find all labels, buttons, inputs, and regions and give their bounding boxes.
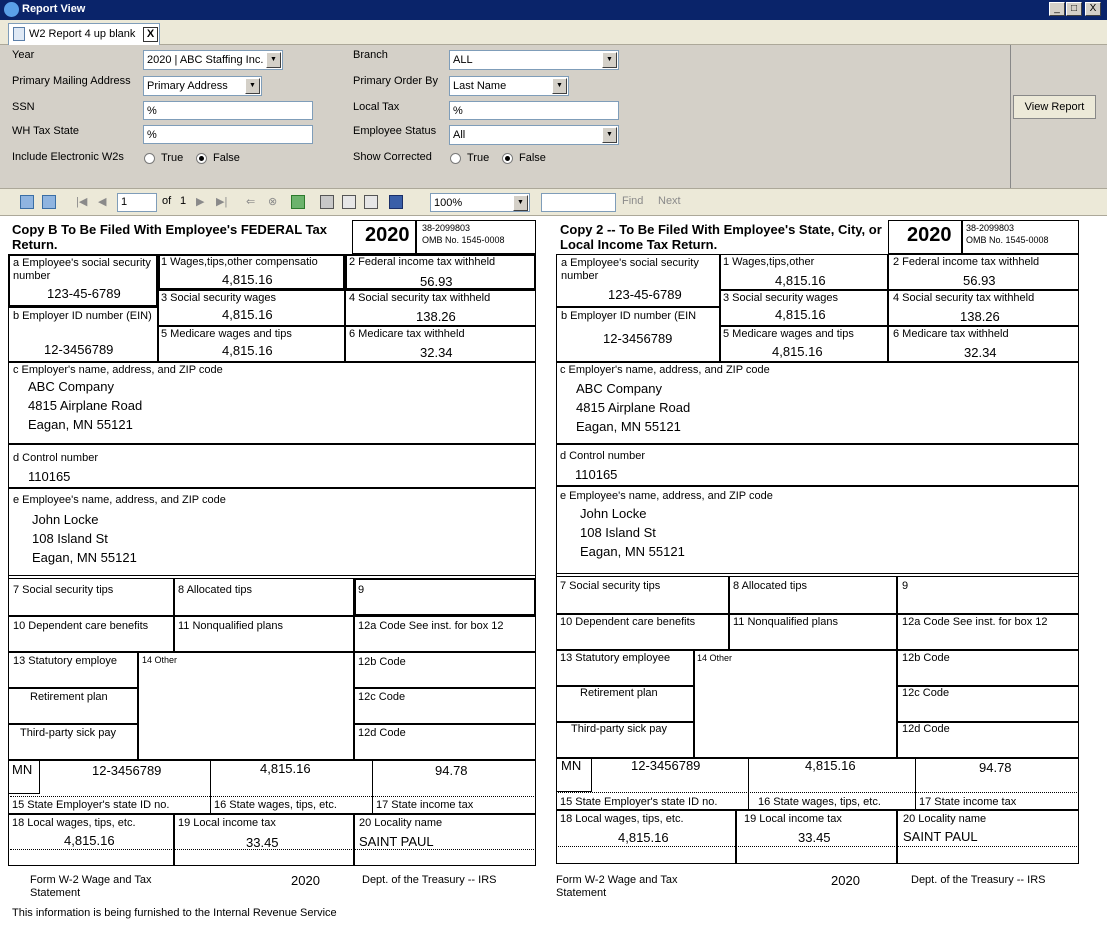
state-wages: 4,815.16: [260, 761, 311, 776]
tab-label: W2 Report 4 up blank: [29, 28, 136, 40]
box-12c-label: 12c Code: [902, 687, 950, 699]
chevron-down-icon: ▼: [602, 127, 617, 143]
report-toolbar: [0, 188, 1107, 216]
app-icon: [4, 2, 19, 17]
find-link[interactable]: Find: [622, 195, 644, 207]
dotted-divider: [558, 792, 1077, 793]
minimize-button[interactable]: _: [1049, 2, 1065, 16]
omb-code: 38-2099803: [966, 223, 1015, 233]
box-12d-label: 12d Code: [358, 727, 406, 739]
employee-city: Eagan, MN 55121: [580, 544, 685, 559]
box-5-label: 5 Medicare wages and tips: [161, 328, 292, 340]
box-16-label: 16 State wages, tips, etc.: [758, 796, 881, 808]
box-1-label: 1 Wages,tips,other compensatio: [161, 256, 318, 268]
whtax-label: WH Tax State: [12, 125, 80, 137]
box-a-label: a Employee's social security number: [13, 257, 151, 282]
box-6-value: 32.34: [420, 345, 453, 360]
employer-city: Eagan, MN 55121: [576, 419, 681, 434]
localtax-input[interactable]: %: [449, 101, 619, 120]
box-19-value: 33.45: [246, 835, 279, 850]
box-2-value: 56.93: [420, 274, 453, 289]
box-15-label: 15 State Employer's state ID no.: [560, 796, 718, 808]
corrected-true-radio[interactable]: [450, 153, 461, 164]
window-titlebar: [0, 0, 1107, 20]
box-12a-label: 12a Code See inst. for box 12: [358, 620, 504, 632]
ein-value: 12-3456789: [603, 331, 673, 346]
box-4-value: 138.26: [416, 309, 456, 324]
box-2-value: 56.93: [963, 273, 996, 288]
box-20-label: 20 Locality name: [359, 817, 443, 829]
state-id: 12-3456789: [92, 763, 162, 778]
box-6-label: 6 Medicare tax withheld: [893, 328, 1009, 340]
electronic-true-label: True: [161, 152, 184, 164]
box-17-label: 17 State income tax: [376, 799, 474, 811]
zoom-value: 100%: [434, 197, 463, 209]
retirement-label: Retirement plan: [580, 687, 658, 699]
form-footer-year: 2020: [831, 873, 860, 888]
box-e-label: e Employee's name, address, and ZIP code: [560, 490, 773, 502]
ein-value: 12-3456789: [44, 342, 114, 357]
chevron-down-icon: ▼: [552, 78, 567, 94]
box-20-value: SAINT PAUL: [359, 834, 434, 849]
order-value: Last Name: [453, 80, 507, 92]
box-20-value: SAINT PAUL: [903, 829, 978, 844]
box-14: [138, 652, 354, 760]
box-9: [897, 576, 1079, 614]
tab-w2-report[interactable]: [8, 23, 160, 45]
localtax-label: Local Tax: [353, 101, 400, 113]
box-8-label: 8 Allocated tips: [733, 580, 807, 592]
previous-page-icon[interactable]: ◀: [98, 196, 107, 208]
employee-address: 108 Island St: [32, 531, 108, 546]
box-13-label: 13 Statutory employee: [560, 652, 671, 664]
report-icon: [13, 27, 25, 41]
box-4-value: 138.26: [960, 309, 1000, 324]
status-value: All: [453, 129, 466, 141]
ssn-value: 123-45-6789: [47, 286, 121, 301]
box-5-value: 4,815.16: [222, 343, 273, 358]
whtax-input[interactable]: %: [143, 125, 313, 144]
ssn-value: 123-45-6789: [608, 287, 682, 302]
mailing-label: Primary Mailing Address: [12, 75, 131, 87]
order-select[interactable]: [449, 76, 569, 96]
first-page-icon[interactable]: |◀: [76, 196, 88, 208]
box-12d-label: 12d Code: [902, 723, 950, 735]
box-b-label: b Employer ID number (EIN): [13, 310, 152, 322]
ssn-label: SSN: [12, 101, 35, 113]
employer-address: 4815 Airplane Road: [576, 400, 691, 415]
employee-city: Eagan, MN 55121: [32, 550, 137, 565]
window-title: Report View: [22, 3, 86, 15]
box-5-label: 5 Medicare wages and tips: [723, 328, 854, 340]
box-10-label: 10 Dependent care benefits: [560, 616, 696, 628]
page-of-label: of: [162, 195, 172, 207]
box-2-label: 2 Federal income tax withheld: [893, 256, 1040, 268]
box-d-label: d Control number: [560, 450, 645, 462]
state-code: MN: [561, 758, 582, 773]
page-number-input[interactable]: 1: [117, 193, 157, 212]
box-1-value: 4,815.16: [222, 272, 273, 287]
box-1-value: 4,815.16: [775, 273, 826, 288]
employer-name: ABC Company: [28, 379, 114, 394]
document-map-icon[interactable]: [20, 195, 34, 209]
branch-select[interactable]: [449, 50, 619, 70]
maximize-button[interactable]: □: [1066, 2, 1082, 16]
employee-address: 108 Island St: [580, 525, 656, 540]
box-17-label: 17 State income tax: [919, 796, 1017, 808]
box-4-label: 4 Social security tax withheld: [893, 292, 1035, 304]
box-18-label: 18 Local wages, tips, etc.: [12, 817, 136, 829]
branch-label: Branch: [353, 49, 388, 61]
status-select[interactable]: [449, 125, 619, 145]
state-id: 12-3456789: [631, 758, 701, 773]
box-9: [354, 578, 536, 616]
print-layout-icon[interactable]: [342, 195, 356, 209]
box-15-label: 15 State Employer's state ID no.: [12, 799, 170, 811]
mailing-select[interactable]: [143, 76, 262, 96]
box-5-value: 4,815.16: [772, 344, 823, 359]
employee-name: John Locke: [32, 512, 99, 527]
state-tax: 94.78: [435, 763, 468, 778]
parameters-icon[interactable]: [42, 195, 56, 209]
year-value: 2020 | ABC Staffing Inc.: [147, 54, 264, 66]
print-icon[interactable]: [320, 195, 334, 209]
form-footer-title: Form W-2 Wage and Tax Statement: [556, 874, 678, 899]
box-e-label: e Employee's name, address, and ZIP code: [13, 494, 226, 506]
order-label: Primary Order By: [353, 75, 438, 87]
chevron-down-icon: ▼: [245, 78, 260, 94]
employee-name: John Locke: [580, 506, 647, 521]
box-c-label: c Employer's name, address, and ZIP code: [13, 364, 223, 376]
corrected-label: Show Corrected: [353, 151, 432, 163]
box-13-label: 13 Statutory employe: [13, 655, 117, 667]
year-select[interactable]: [143, 50, 283, 70]
state-wages: 4,815.16: [805, 758, 856, 773]
box-20-label: 20 Locality name: [903, 813, 987, 825]
box-12a-label: 12a Code See inst. for box 12: [902, 616, 1048, 628]
box-12b-label: 12b Code: [902, 652, 950, 664]
next-page-icon[interactable]: ▶: [196, 196, 205, 208]
box-d-label: d Control number: [13, 452, 98, 464]
box-d: [8, 444, 536, 488]
box-18-label: 18 Local wages, tips, etc.: [560, 813, 684, 825]
box-18-value: 4,815.16: [64, 833, 115, 848]
omb-code: 38-2099803: [422, 223, 471, 233]
box-18-value: 4,815.16: [618, 830, 669, 845]
page-setup-icon[interactable]: [364, 195, 378, 209]
box-6-label: 6 Medicare tax withheld: [349, 328, 465, 340]
box-3-value: 4,815.16: [775, 307, 826, 322]
box-11-label: 11 Nonqualified plans: [733, 616, 838, 628]
form-footer-note: This information is being furnished to the Internal Revenue Service: [12, 907, 337, 919]
electronic-true-radio[interactable]: [144, 153, 155, 164]
electronic-false-radio[interactable]: [196, 153, 207, 164]
chevron-down-icon: ▼: [513, 195, 528, 211]
corrected-true-label: True: [467, 152, 490, 164]
sick-pay-label: Third-party sick pay: [571, 723, 667, 735]
box-19-value: 33.45: [798, 830, 831, 845]
employer-name: ABC Company: [576, 381, 662, 396]
sick-pay-label: Third-party sick pay: [20, 727, 116, 739]
control-number: 110165: [28, 469, 71, 484]
box-9-label: 9: [902, 580, 909, 592]
control-number: 110165: [575, 467, 618, 482]
form-header: Copy B To Be Filed With Employee's FEDERAL Tax Return.: [12, 222, 328, 252]
next-link[interactable]: Next: [658, 195, 681, 207]
box-4-label: 4 Social security tax withheld: [349, 292, 491, 304]
state-tax: 94.78: [979, 760, 1012, 775]
box-16-label: 16 State wages, tips, etc.: [214, 799, 337, 811]
form-footer-dept: Dept. of the Treasury -- IRS: [911, 874, 1046, 886]
state-code: MN: [12, 762, 33, 777]
box-6-value: 32.34: [964, 345, 997, 360]
status-label: Employee Status: [353, 125, 437, 137]
box-c-label: c Employer's name, address, and ZIP code: [560, 364, 770, 376]
zoom-select[interactable]: [430, 193, 530, 212]
box-9-label: 9: [358, 584, 365, 596]
electronic-label: Include Electronic W2s: [12, 151, 124, 163]
box-3-label: 3 Social security wages: [723, 292, 838, 304]
box-10-label: 10 Dependent care benefits: [13, 620, 149, 632]
form-header: Copy 2 -- To Be Filed With Employee's State, City, or Local Income Tax Return.: [560, 222, 882, 252]
employer-address: 4815 Airplane Road: [28, 398, 143, 413]
corrected-false-radio[interactable]: [502, 153, 513, 164]
report-parameters: [0, 45, 1107, 188]
find-input[interactable]: [541, 193, 616, 212]
back-icon[interactable]: ⇐: [246, 196, 256, 208]
box-3-value: 4,815.16: [222, 307, 273, 322]
form-footer-dept: Dept. of the Treasury -- IRS: [362, 874, 497, 886]
box-14-label: 14 Other: [142, 655, 178, 665]
box-12b-label: 12b Code: [358, 656, 406, 668]
box-14: [694, 650, 897, 758]
box-a-label: a Employee's social security number: [561, 257, 699, 282]
dotted-divider: [558, 846, 1077, 847]
box-2-label: 2 Federal income tax withheld: [349, 256, 496, 268]
tab-close-button[interactable]: X: [143, 27, 158, 42]
retirement-label: Retirement plan: [30, 691, 108, 703]
omb-number: OMB No. 1545-0008: [966, 235, 1049, 245]
box-19-label: 19 Local income tax: [178, 817, 276, 829]
total-pages: 1: [180, 195, 187, 207]
box-1-label: 1 Wages,tips,other: [723, 256, 815, 268]
dotted-divider: [10, 849, 534, 850]
mailing-value: Primary Address: [147, 80, 228, 92]
box-14-label: 14 Other: [697, 653, 733, 663]
form-footer-title: Form W-2 Wage and Tax Statement: [30, 874, 152, 899]
refresh-icon[interactable]: [291, 195, 305, 209]
ssn-input[interactable]: %: [143, 101, 313, 120]
box-7-label: 7 Social security tips: [13, 584, 114, 596]
chevron-down-icon: ▼: [266, 52, 281, 68]
box-11-label: 11 Nonqualified plans: [178, 620, 283, 632]
dotted-divider: [10, 796, 534, 797]
tab-strip: [0, 20, 1107, 45]
box-8-label: 8 Allocated tips: [178, 584, 252, 596]
form-footer-year: 2020: [291, 873, 320, 888]
chevron-down-icon: ▼: [602, 52, 617, 68]
close-window-button[interactable]: X: [1085, 2, 1101, 16]
last-page-icon[interactable]: ▶|: [216, 196, 228, 208]
employer-city: Eagan, MN 55121: [28, 417, 133, 432]
box-19-label: 19 Local income tax: [744, 813, 842, 825]
year-label: Year: [12, 49, 35, 61]
branch-value: ALL: [453, 54, 473, 66]
box-3-label: 3 Social security wages: [161, 292, 276, 304]
form-year: 2020: [907, 224, 952, 246]
omb-number: OMB No. 1545-0008: [422, 235, 505, 245]
view-report-button[interactable]: View Report: [1013, 95, 1096, 119]
box-b-label: b Employer ID number (EIN: [561, 310, 697, 322]
box-7-label: 7 Social security tips: [560, 580, 661, 592]
electronic-false-label: False: [213, 152, 240, 164]
export-icon[interactable]: [389, 195, 403, 209]
stop-icon[interactable]: ⊗: [268, 196, 278, 208]
form-year: 2020: [365, 224, 410, 246]
corrected-false-label: False: [519, 152, 546, 164]
box-12c-label: 12c Code: [358, 691, 406, 703]
